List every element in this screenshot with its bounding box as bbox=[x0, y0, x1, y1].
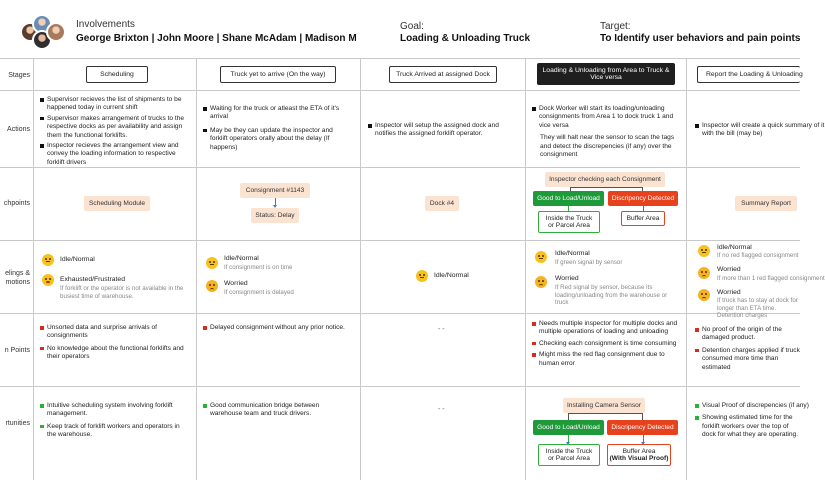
opportunity-discrepancy-detected: Discripency Detected bbox=[607, 420, 678, 435]
actions-scheduling bbox=[40, 96, 185, 164]
involvements-label: Involvements bbox=[76, 19, 135, 30]
list-item: Supervisor recieves the list of shipments to be happened today in current shift bbox=[40, 96, 185, 113]
row-divider bbox=[0, 240, 800, 241]
row-divider bbox=[0, 90, 800, 91]
actions-loading-unloading bbox=[532, 105, 680, 165]
list-item: Checking each consignment is time consuming bbox=[532, 340, 680, 348]
opportunity-inside-truck: Inside the Truck or Parcel Area bbox=[538, 444, 600, 466]
list-item: Inspector will create a quick summary of it with the bill (may be) bbox=[695, 122, 825, 139]
list-item: Intuitive scheduling system involving forklift management. bbox=[40, 402, 188, 419]
avatar bbox=[46, 22, 66, 42]
stage-truck-arrived: Truck Arrived at assigned Dock bbox=[389, 66, 497, 83]
list-item: Detention charges applied if truck consumed more time than estimated bbox=[695, 347, 800, 372]
empty-cell-marker: - - bbox=[438, 406, 445, 413]
touchpoint-buffer-area: Buffer Area bbox=[621, 211, 665, 226]
feeling-label: Idle/Normal bbox=[555, 250, 590, 257]
feeling-label: Idle/Normal bbox=[60, 256, 95, 263]
row-label-emotions: motions bbox=[5, 279, 30, 286]
row-label-pain-points: n Points bbox=[4, 347, 30, 354]
stage-scheduling: Scheduling bbox=[86, 66, 148, 83]
goal-label: Goal: bbox=[400, 21, 424, 32]
feeling-label: Worried bbox=[717, 266, 741, 273]
buffer-area-label: Buffer Area bbox=[622, 448, 656, 455]
list-item: Waiting for the truck or atleast the ETA of it's arrival bbox=[203, 105, 351, 122]
touchpoint-good-to-load: Good to Load/Unload bbox=[533, 191, 604, 206]
touchpoint-inside-truck: Inside the Truck or Parcel Area bbox=[538, 211, 600, 233]
feeling-description: If consignment is on time bbox=[224, 264, 293, 271]
list-item: Visual Proof of discrepencies (if any) bbox=[695, 402, 800, 410]
empty-cell-marker: - - bbox=[438, 326, 445, 333]
touchpoint-status-delay: Status: Delay bbox=[251, 208, 299, 223]
target-label: Target: bbox=[600, 21, 631, 32]
column-divider bbox=[525, 58, 526, 480]
row-label-actions: Actions bbox=[7, 126, 30, 133]
neutral-face-icon bbox=[698, 245, 710, 257]
actions-truck-arrived bbox=[368, 122, 518, 152]
arrow-down-icon bbox=[643, 435, 644, 442]
feeling-description: If green signal by sensor bbox=[555, 259, 623, 266]
worried-face-icon bbox=[535, 276, 547, 288]
pain-points-loading-unloading bbox=[532, 320, 680, 384]
action-note: They will halt near the sensor to scan the tags and detect the discrepencies (if any) over the consignment bbox=[540, 134, 675, 159]
target-value: To Identify user behaviors and pain points bbox=[600, 33, 801, 44]
list-item: Delayed consignment without any prior notice. bbox=[203, 324, 351, 332]
column-divider bbox=[360, 58, 361, 480]
involved-people: George Brixton | John Moore | Shane McAdam | Madison M bbox=[76, 33, 357, 44]
neutral-face-icon bbox=[206, 257, 218, 269]
opportunity-buffer-area bbox=[607, 444, 671, 466]
actions-report bbox=[695, 122, 825, 152]
feeling-label: Idle/Normal bbox=[224, 255, 259, 262]
neutral-face-icon bbox=[535, 251, 547, 263]
actions-truck-on-the-way bbox=[203, 105, 351, 163]
exhausted-face-icon bbox=[42, 274, 54, 286]
arrow-down-icon bbox=[568, 435, 569, 442]
opportunities-scheduling bbox=[40, 402, 188, 462]
list-item: No proof of the origin of the damaged product. bbox=[695, 326, 800, 343]
touchpoint-inspector-checking: Inspector checking each Consignment bbox=[545, 172, 665, 187]
list-item: Dock Worker will start its loading/unloading consignments from Area 1 to dock truck 1 and vice versa bbox=[532, 105, 680, 130]
touchpoint-discrepancy-detected: Discripency Detected bbox=[608, 191, 678, 206]
arrow-down-icon bbox=[275, 198, 276, 205]
team-avatars bbox=[20, 14, 70, 50]
list-item: Unsorted data and surprise arrivals of consignments bbox=[40, 324, 188, 341]
opportunity-good-to-load: Good to Load/Unload bbox=[533, 420, 604, 435]
branch-connector bbox=[568, 413, 643, 420]
list-item: Might miss the red flag consignment due to human error bbox=[532, 351, 680, 368]
feeling-description: If Red signal by sensor, because its loading/unloading from the warehouse or truck bbox=[555, 284, 668, 307]
row-label-opportunities: rtunities bbox=[5, 420, 30, 427]
feeling-description: If no red flagged consignment bbox=[717, 252, 799, 259]
stage-truck-on-the-way: Truck yet to arrive (On the way) bbox=[220, 66, 336, 83]
column-divider bbox=[686, 58, 687, 480]
feeling-description: If truck has to stay at dock for longer than ETA time. Detention charges bbox=[717, 297, 798, 320]
neutral-face-icon bbox=[416, 270, 428, 282]
feeling-label: Worried bbox=[555, 275, 579, 282]
feeling-label: Exhausted/Frustrated bbox=[60, 276, 125, 283]
neutral-face-icon bbox=[42, 254, 54, 266]
feeling-label: Worried bbox=[224, 280, 248, 287]
touchpoint-scheduling-module: Scheduling Module bbox=[84, 196, 150, 211]
feeling-label: Idle/Normal bbox=[717, 244, 752, 251]
list-item: Inspector will setup the assigned dock and notifies the assigned forklift operator. bbox=[368, 122, 518, 139]
touchpoint-consignment: Consignment #1143 bbox=[240, 183, 310, 198]
worried-face-icon bbox=[206, 280, 218, 292]
opportunities-truck-on-the-way bbox=[203, 402, 351, 432]
column-divider bbox=[196, 58, 197, 480]
list-item: Needs multiple inspector for multiple docks and multiple operations of loading and unloading bbox=[532, 320, 680, 337]
row-label-touchpoints: chpoints bbox=[3, 200, 30, 207]
feeling-description: If consignment is delayed bbox=[224, 289, 294, 296]
list-item: Keep track of forklift workers and operators in the warehouse. bbox=[40, 423, 188, 440]
list-item: Good communication bridge between warehouse team and truck drivers. bbox=[203, 402, 351, 419]
opportunity-camera-sensor: Installing Camera Sensor bbox=[563, 398, 645, 413]
pain-points-truck-on-the-way bbox=[203, 324, 351, 354]
list-item: No knowledge about the functional forklifts and their operators bbox=[40, 345, 188, 362]
row-divider bbox=[0, 313, 800, 314]
goal-value: Loading & Unloading Truck bbox=[400, 33, 530, 44]
row-divider bbox=[0, 386, 800, 387]
row-label-feelings: elings & bbox=[5, 270, 30, 277]
feeling-label: Idle/Normal bbox=[434, 272, 469, 279]
touchpoint-summary-report: Summary Report bbox=[735, 196, 797, 211]
pain-points-report bbox=[695, 326, 800, 382]
list-item: Supervisor makes arrangement of trucks to the respective docks as per availability and assign them the functional forklifts. bbox=[40, 115, 185, 140]
journey-map-header bbox=[0, 0, 800, 56]
row-divider bbox=[0, 58, 800, 59]
worried-face-icon bbox=[698, 267, 710, 279]
list-item: Inspector recieves the arrangement view and convey the loading information to respective forklift drivers bbox=[40, 142, 185, 167]
feeling-description: If more than 1 red flagged consignment bbox=[717, 275, 825, 282]
stage-report: Report the Loading & Unloading bbox=[697, 66, 800, 83]
row-label-stages: Stages bbox=[8, 72, 30, 79]
list-item: May be they can update the inspector and forklift operators orally about the delay (If happens) bbox=[203, 127, 351, 152]
list-item: Showing estimated time for the forklift workers over the top of dock for what they are operating. bbox=[695, 414, 800, 439]
feeling-description: If forklift or the operator is not available in the busiest time of warehouse. bbox=[60, 285, 184, 300]
feeling-label: Worried bbox=[717, 289, 741, 296]
opportunities-report bbox=[695, 402, 809, 462]
pain-points-scheduling bbox=[40, 324, 188, 382]
buffer-area-note: (With Visual Proof) bbox=[609, 455, 669, 462]
column-divider bbox=[33, 58, 34, 480]
touchpoint-dock: Dock #4 bbox=[425, 196, 459, 211]
worried-face-icon bbox=[698, 289, 710, 301]
stage-loading-unloading: Loading & Unloading from Area to Truck & Vice versa bbox=[537, 63, 675, 85]
